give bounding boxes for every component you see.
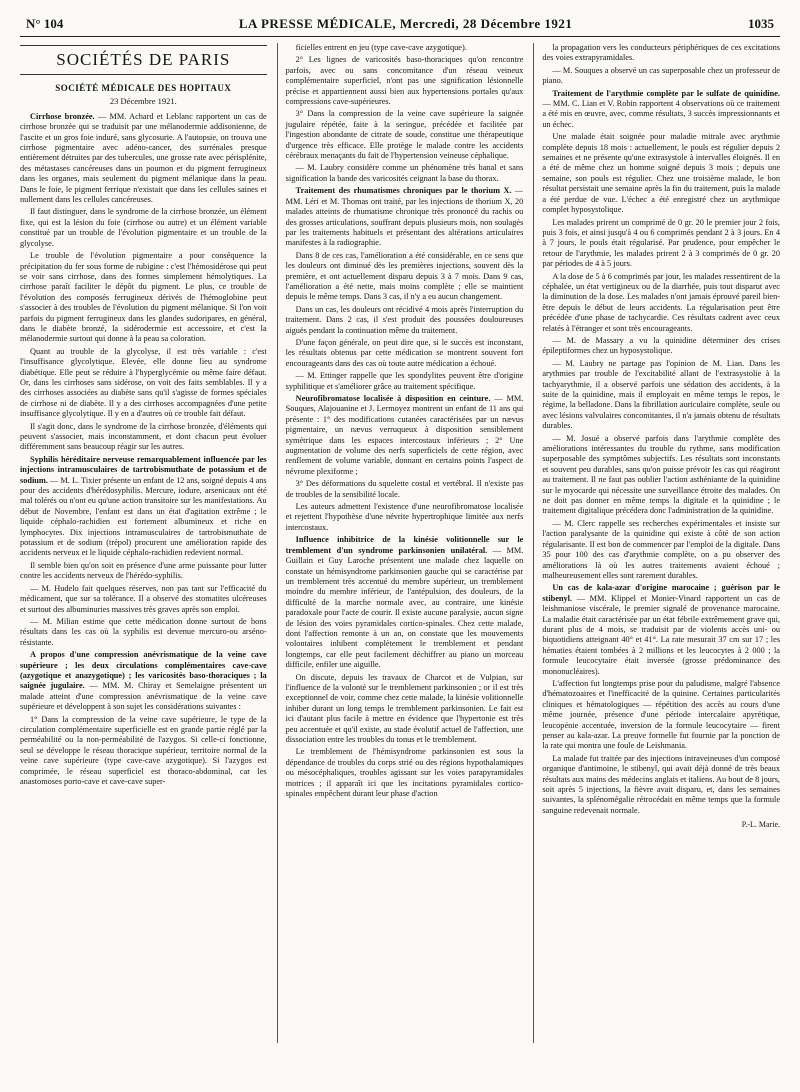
paragraph-text: L'affection fut longtemps prise pour du paludisme, malgré l'absence d'hématozoaires et l'inefficacité de la quinine. Certaines particularités cliniques et hématologiques — répétition des accès au cours d'une même journée, présence d'une période intercalaire apyrétique, leucopénie accentuée, inversion de la formule leucocytaire — firent penser au kala-azar. La preuve formelle fut fournie par la ponction de la rate qui montra une foule de Leishmania. <box>542 678 780 751</box>
issue-number: N° 104 <box>26 16 64 31</box>
paragraph-text: — M. Ettinger rappelle que les spondylites peuvent être d'origine syphilitique et s'améliorer grâce au traitement spécifique. <box>285 371 524 391</box>
paragraph <box>542 272 780 334</box>
session-date: 23 Décembre 1921. <box>109 96 177 107</box>
paragraph <box>20 617 267 648</box>
paragraph <box>20 347 267 420</box>
paragraph-text: Dans 8 de ces cas, l'amélioration a été considérable, en ce sens que les douleurs ont diminué dès les premières injections, souvent dès la première, et ont actuellement disparu depuis 3 à 7 mois. Dans 9 cas, l'amélioration a été nette, mais moins complète ; elle se maintient depuis le même temps. Dans 3 cas, il n'y a eu aucun changement. <box>285 250 524 302</box>
paragraph-text: 3° Des déformations du squelette costal et vertébral. Il n'existe pas de troubles de la sensibilité locale. <box>285 479 524 499</box>
paragraph-text: — MM. M. Chiray et Semelaigne présentent un malade atteint d'une compression anévrismatique de la veine cave supérieure et développent à son sujet les considérations suivantes : <box>20 681 267 712</box>
paragraph-text: — MM. Klippel et Monier-Vinard rapportent un cas de leishmaniose viscérale, le premier signalé de provenance marocaine. La maladie était caractérisée par un état fébrile extrêmement grave qui, durant plus de 4 mois, se traduisit par de violents accès uni- ou biquotidiens atteignant 40° et 41°. La rate mesurait 37 cm sur 17 ; les hématies étaient tombées à 2 millions et les leucocytes à 2 000 ; la formule leucocytaire était inversée (grosse prédominance des mononucléaires). <box>542 593 780 676</box>
journal-page <box>20 10 780 1072</box>
paragraph <box>20 561 267 582</box>
paragraph-text: Les auteurs admettent l'existence d'une neurofibromatose localisée et rejettent l'hypothèse d'une névrite hypertrophique limitée aux nerfs intercostaux. <box>285 502 524 532</box>
paragraph-heading: Neurofibromatose localisée à disposition en ceinture. <box>295 394 491 403</box>
paragraph <box>286 394 524 477</box>
paragraph <box>286 338 524 369</box>
paragraph-heading: Un cas de kala-azar d'origine marocaine ; guérison par le stibenyl. <box>542 583 780 603</box>
paragraph-text: — M. Souques a observé un cas superposable chez un professeur de piano. <box>542 65 780 86</box>
society-name: SOCIÉTÉ MÉDICALE DES HOPITAUX <box>55 83 232 93</box>
paragraph-text: Dans un cas, les douleurs ont récidivé 4 mois après l'interruption du traitement. Dans 2 cas, il s'est produit des poussées douloureuses aiguës pendant la continuation même du traitement. <box>285 304 524 335</box>
paragraph-heading: Influence inhibitrice de la kinésie volitionnelle sur le tremblement d'un syndrome parkinsonien unilatéral. <box>285 535 524 555</box>
paragraph <box>542 583 780 677</box>
paragraph-heading: Cirrhose bronzée. <box>30 111 95 121</box>
page-header <box>20 10 780 37</box>
journal-title: LA PRESSE MÉDICALE, Mercredi, 28 Décembre 1921 <box>238 16 573 31</box>
paragraph-text: — M. Josué a observé parfois dans l'arythmie complète des améliorations intéressantes du trouble du rythme, sans modification superposable des symptômes subjectifs. Les résultats sont inconstants et souvent peu durables, sans qu'on puisse prévoir les cas qui réagiront au traitement. Il ne faut pas oublier l'action asthéniante de la quinidine sur le myocarde qui nécessite une surveillance étroite des malades. On ne doit pas donner en même temps la digitale et la quinidine ; le traitement digitalique précédera donc l'administration de la quinidine. <box>542 433 780 516</box>
paragraph <box>20 584 267 615</box>
paragraph <box>542 434 780 517</box>
paragraph-heading: Traitement des rhumatismes chroniques par le thorium X. <box>295 186 512 196</box>
paragraph <box>20 112 267 206</box>
paragraph-text: — M. Hudelo fait quelques réserves, non pas tant sur l'efficacité du médicament, que sur sa tolérance. Il a observé des stomatites ulcéreuses et surtout des albuminuries massives très graves après son emploi. <box>20 583 267 614</box>
paragraph-text: la propagation vers les conducteurs périphériques de ces excitations des voies extrapyramidales. <box>542 43 780 63</box>
paragraph-text: Il s'agit donc, dans le syndrome de la cirrhose bronzée, d'éléments qui peuvent s'associer, mais inconstamment, et dont chacun peut évoluer différemment sans beaucoup réagir sur les autres. <box>20 421 267 452</box>
paragraph-text: Une malade était soignée pour maladie mitrale avec arythmie complète depuis 18 mois : actuellement, le pouls est régulier depuis 2 semaines et ne présente qu'une extrasystole à intervalles éloignés. Il en a été de même chez un homme soigné depuis 3 mois ; depuis une semaine, son pouls est régulier. Chez une troisième malade, le bon résultat persistait une semaine après la fin du traitement, puis la malade a été perdue de vue. L'échec a été enregistré chez un arythmique complet hyposystolique. <box>542 132 780 215</box>
paragraph <box>542 336 780 357</box>
paragraph <box>542 89 780 131</box>
paragraph-text: Le trouble de l'évolution pigmentaire a pour conséquence la précipitation du fer sous forme de rubigine : c'est l'hémosidérose qui peut se voir sans cirrhose, dans des formes simplement hémolytiques. La cirrhose paraît faciliter le dépôt du pigment. Le plus, ce trouble de l'évolution des composés ferrugineux dérivés de l'hémoglobine peut s'associer à des troubles de l'évolution du pigment mélanique. Si l'on voit parfois du pigment ferrugineux dans les glandes sudoripares, en général, dans le diabète bronzé, la sidérodermie est accessoire, et c'est la mélanodermie surtout qui donne à la peau sa coloration. <box>20 251 267 344</box>
paragraph-text: La malade fut traitée par des injections intraveineuses d'un composé organique d'antimoine, le stibenyl, qui avait déjà donné de très beaux résultats aux mains des médecins anglais et italiens. Au bout de 8 jours, soit après 5 injections, la fièvre avait disparu, et, dans les semaines suivantes, la splénomégalie rétrocédait en même temps que la formule sanguine redevenait normale. <box>542 753 780 815</box>
paragraph <box>542 132 780 215</box>
paragraph <box>286 305 524 336</box>
paragraph-text: — M. L. Tixier présente un enfant de 12 ans, soigné depuis 4 ans pour des accidents d'hérédosyphilis. Mercure, iodure, arsenicaux ont été mal tolérés ou n'ont eu qu'une action transitoire sur les manifestations. Au début de Novembre, l'enfant est dans un état d'agitation extrême ; le liquide céphalo-rachidien est fortement albumineux et riche en lymphocytes. Dix injections intramusculaires de tartrobismuthate de potassium et de sodium (trépol) procurent une amélioration rapide des accidents nerveux et le liquide céphalo-rachidien redevient normal. <box>20 475 267 558</box>
paragraph <box>286 55 524 107</box>
paragraph <box>542 679 780 752</box>
paragraph <box>20 715 267 788</box>
paragraph-text: 3° Dans la compression de la veine cave supérieure la saignée jugulaire répétée, faite à la seringue, précédée et facilitée par l'ingestion abondante de citrate de soude, constitue une thérapeutique d'urgence très efficace. Elle protège le malade contre les accidents cérébraux menaçants du fait de l'hypertension veineuse céphalique. <box>285 109 524 161</box>
paragraph <box>20 455 267 559</box>
paragraph <box>542 359 780 432</box>
paragraph <box>20 251 267 345</box>
paragraph-text: ficielles entrent en jeu (type cave-cave azygotique). <box>295 43 467 52</box>
paragraph-text: Il semble bien qu'on soit en présence d'une arme puissante pour lutter contre les accidents nerveux de l'hérédo-syphilis. <box>20 560 267 581</box>
paragraph-text: On discute, depuis les travaux de Charcot et de Vulpian, sur l'influence de la volonté sur le tremblement parkinsonien ; or il est très exceptionnel de voir, comme chez cette malade, la kinésie volitionnelle inhiber durant un long temps le tremblement parkinsonien. Le fait est ici d'autant plus facile à mettre en évidence que l'hypertonie est très peu accentuée et qu'il existe, au stade évolutif actuel de l'affection, une dissociation entre les troubles du tonus et le tremblement. <box>285 672 524 744</box>
column-3 <box>533 43 780 1043</box>
paragraph <box>286 371 524 392</box>
paragraph-text: — MM. Léri et M. Thomas ont traité, par les injections de thorium X, 20 malades atteints de rhumatisme chronique très prononcé du rachis ou des grosses articulations, souffrant depuis plusieurs mois, non soulagés par les traitements habituels et présentant des altérations articulaires manifestes à la radiographie. <box>285 186 524 248</box>
page-number: 1035 <box>747 16 774 31</box>
paragraph-text: 1° Dans la compression de la veine cave supérieure, le type de la circulation complémentaire superficielle est en grande partie réglé par la perméabilité ou la non-perméabilité de l'azygos. Si celle-ci fonctionne, seul se développe le réseau thoracique supérieur, territoire normal de la veine cave supérieure (type cave-cave azygotique). Si l'azygos est comprimée, le réseau superficiel est thoraco-abdominal, car les anastomoses porto-cave et cave-cave super- <box>20 714 267 786</box>
paragraph-text: — M. Laubry considère comme un phénomène très banal et sans signification la bande des varicosités ceignant la base du thorax. <box>285 163 524 183</box>
paragraph-text: — M. Clerc rappelle ses recherches expérimentales et insiste sur l'action paralysante de la quinidine qui existe à côté de son action régularisante. Il est bon de commencer par l'emploi de la digitale. Dans 35 pour 100 des cas d'arythmie complète, on a pu observer des améliorations là où les autres traitements avaient échoué ; malheureusement elles sont rarement durables. <box>542 518 780 580</box>
paragraph <box>286 163 524 184</box>
paragraph-heading: Syphilis héréditaire nerveuse remarquablement influencée par les injections intramusculaires de tartrobismuthate de potassium et de sodium. <box>20 454 267 485</box>
paragraph <box>542 43 780 64</box>
paragraph <box>542 754 780 816</box>
paragraph-text: A la dose de 5 à 6 comprimés par jour, les malades ressentirent de la céphalée, un état vertigineux ou de la diarrhée, puis tout disparut avec la diminution de la dose. Les malades n'ont jamais éprouvé pareil bien-être depuis le début de leurs accidents. La régularisation peut être précédée d'une phase de tachycardie. Ces résultats cadrent avec ceux relatés à l'étranger et sont très encourageants. <box>542 271 780 333</box>
paragraph-text: D'une façon générale, on peut dire que, si le succès est inconstant, les résultats obtenus par cette médication se montrent souvent fort encourageants dans des cas où toute autre médication a échoué. <box>285 337 524 368</box>
paragraph-text: Il faut distinguer, dans le syndrome de la cirrhose bronzée, un élément fixe, qui est la lésion du foie (cirrhose ou autre) et un élément variable constitué par un trouble de l'évolution pigmentaire et un trouble de la glycolyse. <box>20 207 267 248</box>
paragraph-text: — MM. C. Lian et V. Robin rapportent 4 observations où ce traitement a été mis en œuvre, avec, comme résultats, 3 succès impressionnants et un échec. <box>542 99 780 129</box>
paragraph <box>20 422 267 453</box>
paragraph-heading: Traitement de l'arythmie complète par le sulfate de quinidine. <box>552 88 780 98</box>
paragraph <box>542 218 780 270</box>
paragraph-text: — M. Laubry ne partage pas l'opinion de M. Lian. Dans les arythmies par trouble de l'excitabilité allant de l'extrasystolie à la tachyarythmie, il a observé parfois une sédation des accidents, à la suite de la quinidine, mais il employait en même temps le repos, le régime, la belladone. Dans la fibrillation auriculaire complète, seule ou avec lésions valvulaires concomitantes, il n'a jamais obtenu de résultats durables. <box>542 358 780 431</box>
article-columns <box>20 43 780 1043</box>
paragraph <box>542 66 780 87</box>
paragraph-text: — MM. Souques, Alajouanine et J. Lermoyez montrent un enfant de 11 ans qui présente : 1° des modifications cutanées caractérisées par un nævus pigmentaire, un nævus verruqueux à disposition sensiblement symétrique dans les espaces intercostaux inférieurs ; 2° Une augmentation de volume des nerfs superficiels de cette région, avec renflement de volume variable, donnant en certains points l'aspect de névrome plexiforme ; <box>285 394 524 476</box>
paragraph <box>286 43 524 53</box>
paragraph <box>20 650 267 712</box>
paragraph <box>286 673 524 746</box>
column-1 <box>20 43 267 1043</box>
paragraph-text: 2° Les lignes de varicosités baso-thoraciques qu'on rencontre parfois, avec ou sans concomitance d'un réseau veineux complémentaire superficiel, n'ont pas une signification lésionnelle précise et appartiennent aussi bien aux hypertensions portales qu'aux compressions cave-supérieures. <box>285 55 524 107</box>
paragraph <box>20 207 267 249</box>
paragraph-text: — MM. Achard et Leblanc rapportent un cas de cirrhose bronzée qui se traduisit par une mélanodermie addisonienne, de l'ascite et un gros foie induré, sans glycosurie. A l'autopsie, on trouva une cirrhose pigmentaire avec adéno-cancer, des surrénales presque entièrement détruites par des tubercules, une grosse rate avec périsplénite, des métastases cancéreuses dans un poumon et du pigment ferrugineux dans les organes, mais seulement du pigment mélanique dans la peau. Dans le foie, le pigment ferrique n'existait que dans les cellules saines et nullement dans les cellules cancéreuses. <box>20 111 267 205</box>
paragraph-text: Les malades prirent un comprimé de 0 gr. 20 le premier jour 2 fois, puis 3 fois, et ainsi jusqu'à 4 ou 6 comprimés pendant 2 à 3 jours. En 4 à 7 jours, le pouls était régularisé. Par prudence, pour empêcher le retour de l'arythmie, les malades prirent 2 à 3 comprimés de 0 gr. 20 par périodes de 4 à 5 jours. <box>542 217 780 269</box>
paragraph <box>286 535 524 670</box>
paragraph-text: Quant au trouble de la glycolyse, il est très variable : c'est l'insuffisance glycolytique. Elevée, elle donne lieu au syndrome diabétique. Elle peut se réduire à l'hyperglycémie ou même faire défaut. Or, dans les cirrhoses sans sidérose, on voit des faits semblables. Il y a des cirrhoses associées au diabète sans qu'il s'agisse de formes spéciales de cirrhose ni de diabète. Il y a des cirrhoses accompagnées d'une petite insuffisance glycolytique. Il y en a d'autres où ce trouble fait défaut. <box>20 346 267 419</box>
paragraph-text: — M. de Massary a vu la quinidine déterminer des crises épileptiformes chez un hyposystolique. <box>542 335 780 356</box>
signature: P.-L. Marie. <box>741 820 780 830</box>
paragraph <box>286 479 524 500</box>
paragraph <box>542 519 780 581</box>
paragraph-text: — M. Milian estime que cette médication donne surtout de bons résultats dans les cas où la syphilis est devenue mercuro-ou arséno-résistante. <box>20 616 267 647</box>
paragraph <box>286 109 524 161</box>
paragraph <box>286 747 524 799</box>
column-2 <box>277 43 524 1043</box>
paragraph-text: — MM. Guillain et Guy Laroche présentent une malade chez laquelle on constate un hémisyndrome parkinsonien gauche qui se caractérise par un tremblement très accentué du membre supérieur, un tremblement moindre du membre inférieur, de l'antépulsion, des douleurs, de la difficulté de la marche normale avec, au contraire, une kinésie paradoxale pour l'acte de courir. Il existe aucune paralysie, aucun signe de lésion des voies pyramidales cortico-spinales. Chez cette malade, dont l'affection remonte à un an, on constate que les mouvements volontaires inhibent complètement le tremblement et pendant longtemps, car elle peut facilement déchiffrer au piano un morceau difficile, enfiler une aiguille. <box>285 545 524 670</box>
paragraph <box>286 186 524 248</box>
paragraph <box>286 502 524 533</box>
paragraph-heading: A propos d'une compression anévrismatique de la veine cave supérieure ; les deux circulations complémentaires cave-cave (azygotique et anazygotique) ; les varicosités baso-thoraciques ; la saignée jugulaire. <box>20 650 267 691</box>
paragraph-text: Le tremblement de l'hémisyndrome parkinsonien est sous la dépendance de troubles du corps strié ou des régions hypothalamiques ou mésocéphaliques, troubles agissant sur les voies parapyramidales motrices ; il apparaît ici que les incitations pyramidales cortico-spinales empêchent durant leur phase d'action <box>285 747 524 799</box>
section-title: SOCIÉTÉS DE PARIS <box>20 45 267 75</box>
paragraph <box>286 251 524 303</box>
